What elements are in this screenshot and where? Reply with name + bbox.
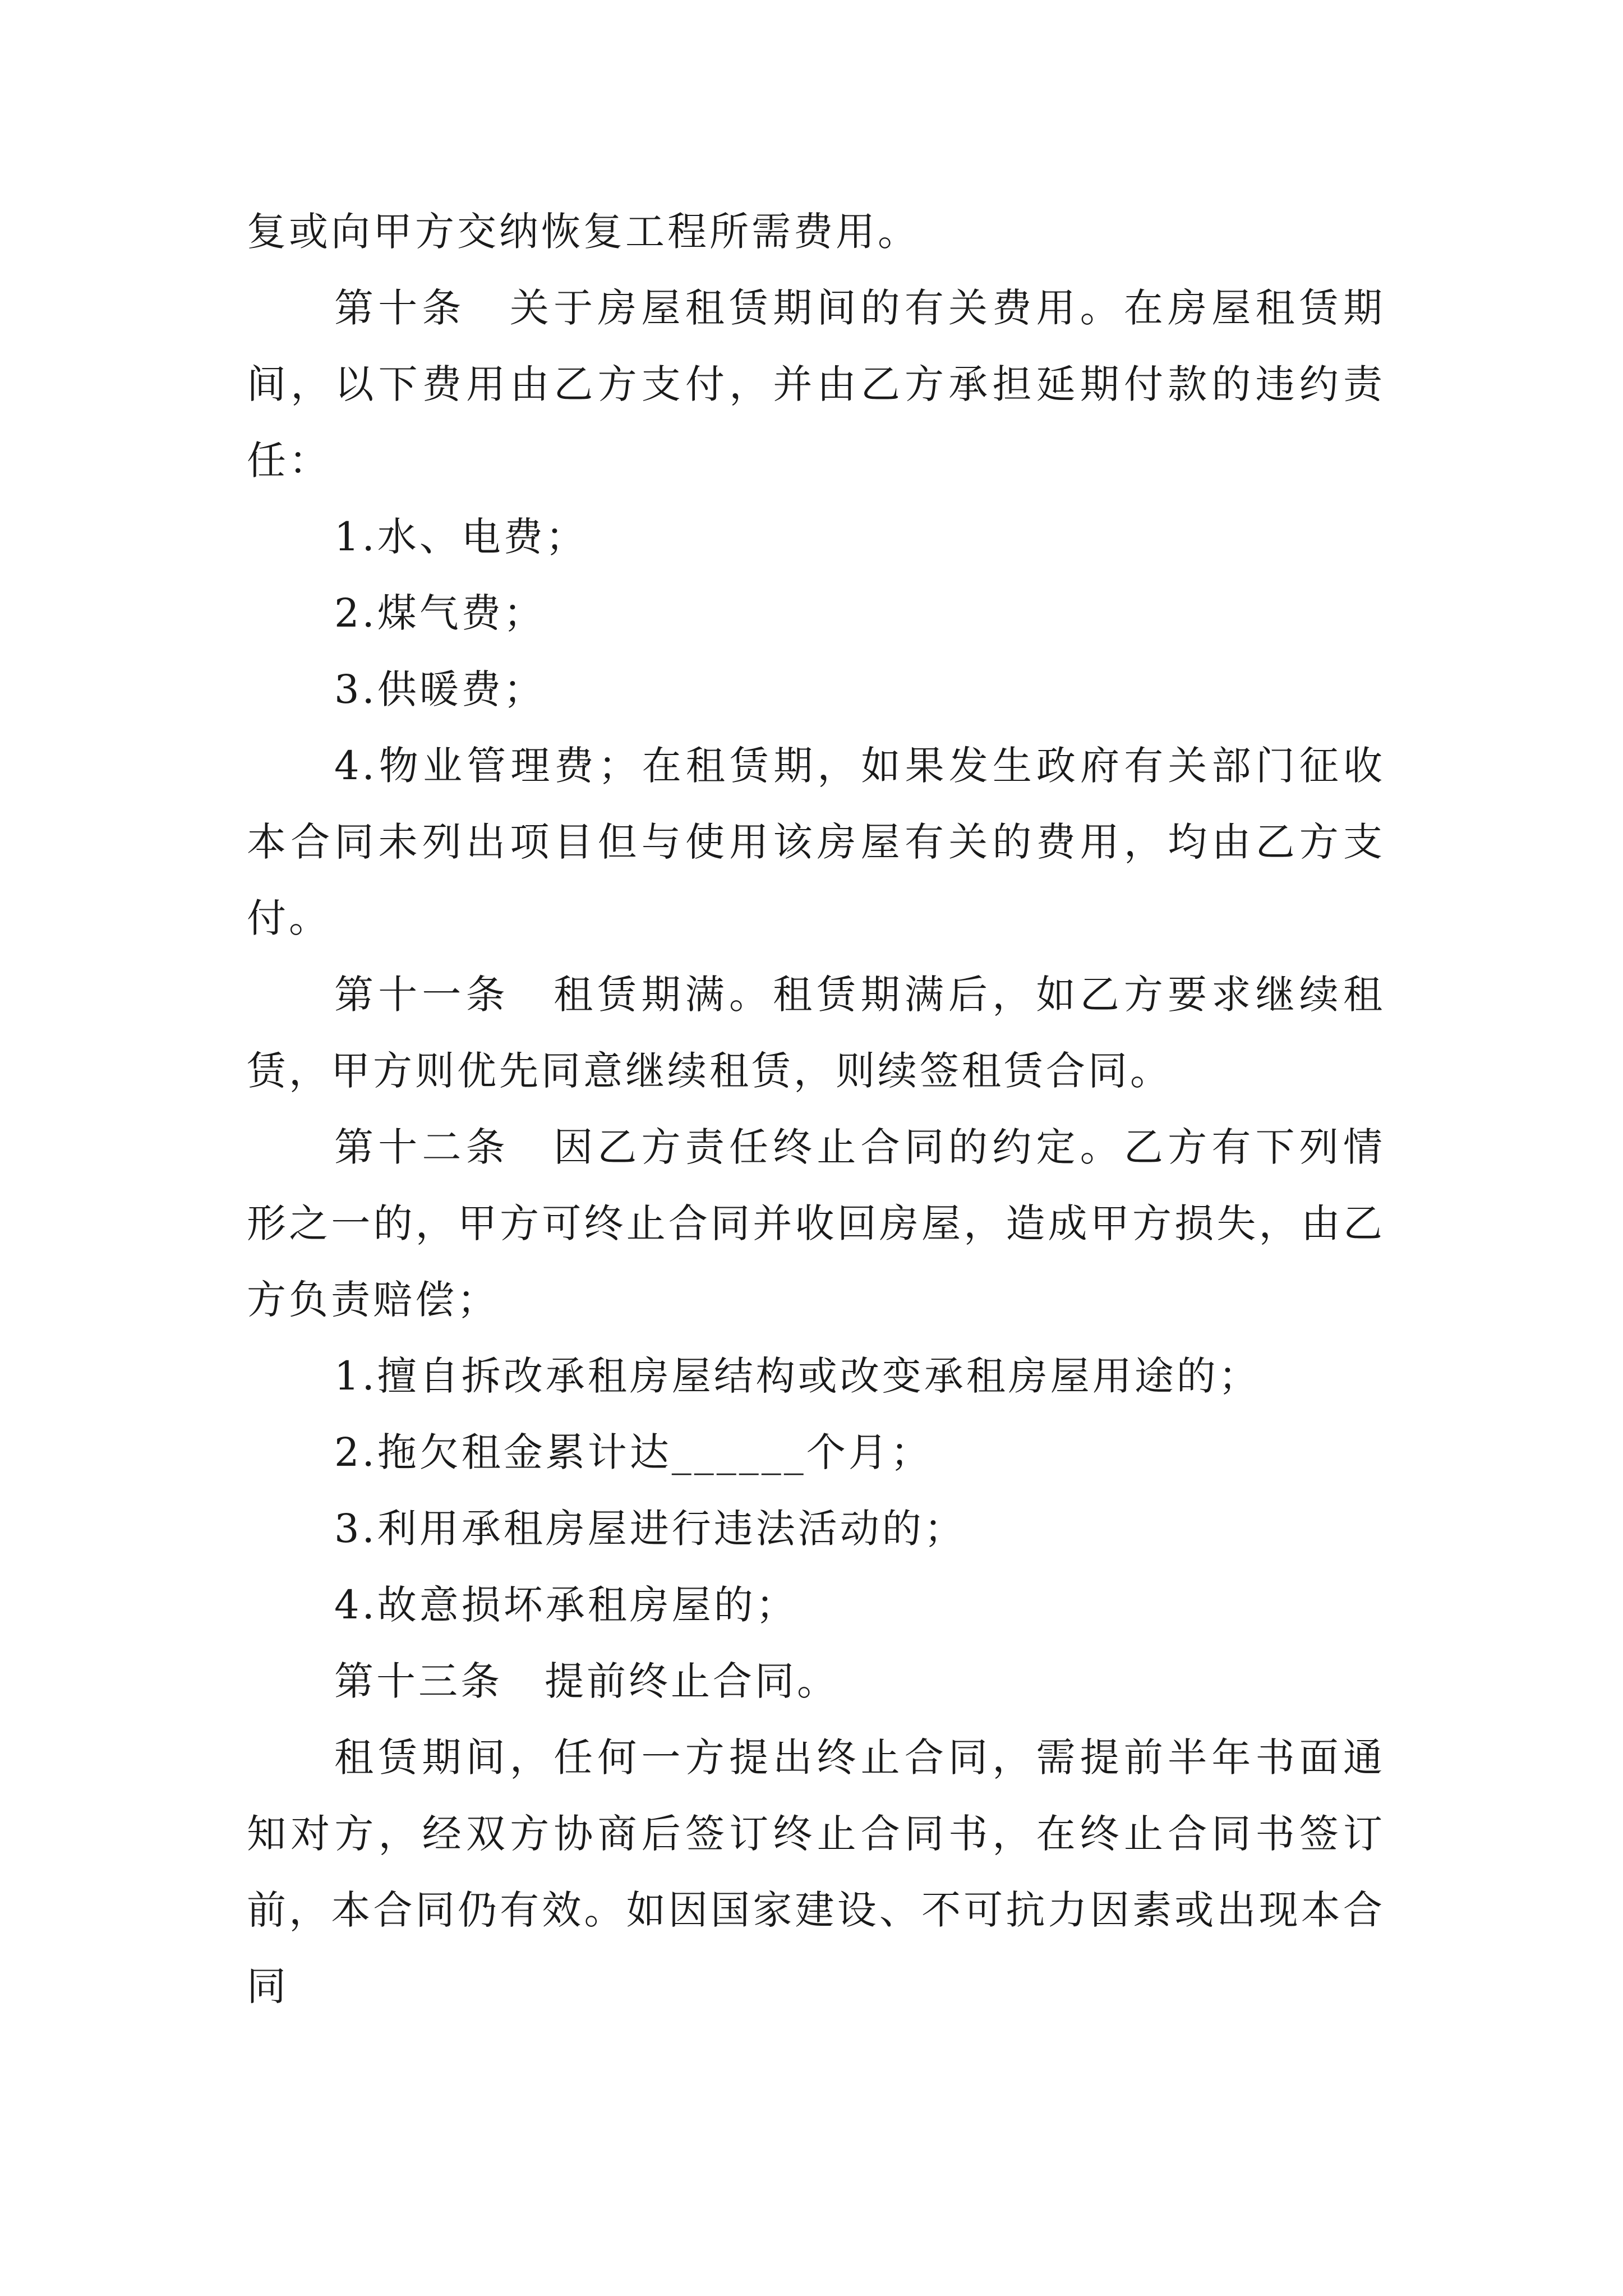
paragraph-continuation: 复或向甲方交纳恢复工程所需费用。 (247, 209, 920, 255)
article-10-paragraph: 第十条 关于房屋租赁期间的有关费用。在房屋租赁期间，以下费用由乙方支付，并由乙方承担延期付款的违约责任： (247, 285, 1385, 484)
list-item-illegal-activity: 3.利用承租房屋进行违法活动的； (334, 1506, 966, 1552)
list-item-alteration: 1.擅自拆改承租房屋结构或改变承租房屋用途的； (334, 1353, 1261, 1399)
article-12-paragraph: 第十二条 因乙方责任终止合同的约定。乙方有下列情形之一的，甲方可终止合同并收回房屋，造成甲方损失，由乙方负责赔偿； (247, 1124, 1385, 1323)
list-item-heating: 3.供暖费； (334, 666, 546, 712)
list-item-gas: 2.煤气费； (334, 590, 546, 636)
list-item-water-electricity: 1.水、电费； (334, 514, 588, 560)
list-item-rent-arrears: 2.拖欠租金累计达______个月； (334, 1429, 933, 1475)
article-13-heading: 第十三条 提前终止合同。 (334, 1658, 839, 1704)
article-11-paragraph: 第十一条 租赁期满。租赁期满后，如乙方要求继续租赁，甲方则优先同意继续租赁，则续签租赁合同。 (247, 972, 1385, 1094)
list-item-property-management: 4.物业管理费；在租赁期，如果发生政府有关部门征收本合同未列出项目但与使用该房屋有关的费用，均由乙方支付。 (247, 743, 1385, 941)
article-13-paragraph: 租赁期间，任何一方提出终止合同，需提前半年书面通知对方，经双方协商后签订终止合同书，在终止合同书签订前，本合同仍有效。如因国家建设、不可抗力因素或出现本合同 (247, 1734, 1385, 2009)
document-page (247, 194, 1385, 2024)
list-item-damage: 4.故意损坏承租房屋的； (334, 1582, 798, 1628)
